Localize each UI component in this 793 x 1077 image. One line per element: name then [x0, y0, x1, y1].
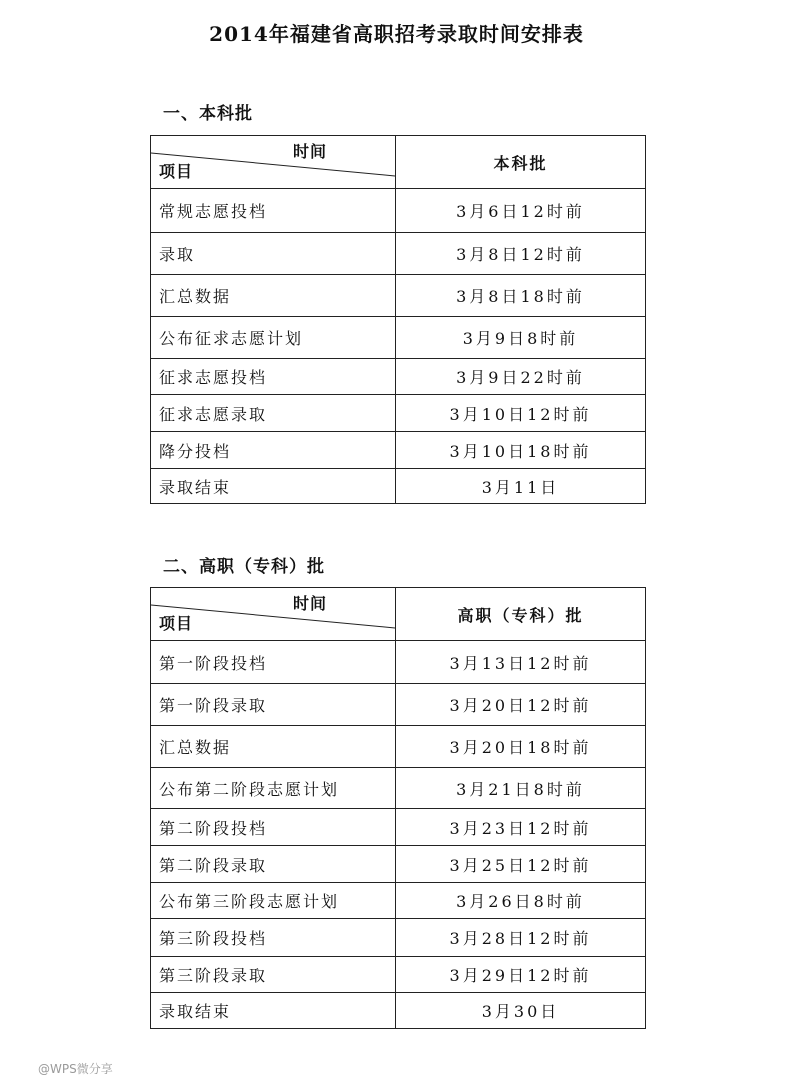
table-row	[151, 275, 646, 317]
table-row	[151, 641, 646, 684]
time-cell: 3月11日	[396, 469, 646, 504]
table-header-row	[151, 136, 646, 189]
item-cell: 征求志愿投档	[151, 359, 396, 395]
time-cell: 3月30日	[396, 993, 646, 1029]
vocational-schedule-table	[150, 587, 646, 1029]
item-cell: 录取结束	[151, 469, 396, 504]
item-cell: 汇总数据	[151, 726, 396, 768]
table-row	[151, 395, 646, 432]
time-cell: 3月23日12时前	[396, 809, 646, 846]
table-header-row	[151, 588, 646, 641]
item-cell: 录取	[151, 233, 396, 275]
time-cell: 3月9日8时前	[396, 317, 646, 359]
undergraduate-schedule-table	[150, 135, 646, 504]
item-cell: 公布第二阶段志愿计划	[151, 768, 396, 809]
table-row	[151, 768, 646, 809]
wps-watermark: @WPS微分享	[38, 1062, 113, 1076]
table-row	[151, 189, 646, 233]
corner-time-label: 时间	[293, 594, 328, 613]
item-cell: 降分投档	[151, 432, 396, 469]
table-row	[151, 957, 646, 993]
item-cell: 第三阶段录取	[151, 957, 396, 993]
table-row	[151, 432, 646, 469]
item-cell: 公布征求志愿计划	[151, 317, 396, 359]
corner-time-label: 时间	[293, 142, 328, 161]
time-cell: 3月10日12时前	[396, 395, 646, 432]
item-cell: 第一阶段投档	[151, 641, 396, 684]
time-cell: 3月28日12时前	[396, 919, 646, 957]
column-header-undergraduate: 本科批	[396, 136, 646, 189]
table-row	[151, 883, 646, 919]
time-cell: 3月20日12时前	[396, 684, 646, 726]
table-row	[151, 809, 646, 846]
corner-header-cell	[151, 588, 396, 641]
time-cell: 3月9日22时前	[396, 359, 646, 395]
section-heading-vocational: 二、高职（专科）批	[163, 557, 325, 577]
table-row	[151, 846, 646, 883]
time-cell: 3月20日18时前	[396, 726, 646, 768]
corner-item-label: 项目	[159, 614, 194, 633]
time-cell: 3月6日12时前	[396, 189, 646, 233]
item-cell: 第二阶段投档	[151, 809, 396, 846]
page-title: 2014年福建省高职招考录取时间安排表	[209, 22, 584, 46]
column-header-vocational: 高职（专科）批	[396, 588, 646, 641]
item-cell: 汇总数据	[151, 275, 396, 317]
time-cell: 3月8日18时前	[396, 275, 646, 317]
time-cell: 3月25日12时前	[396, 846, 646, 883]
item-cell: 录取结束	[151, 993, 396, 1029]
table-row	[151, 993, 646, 1029]
corner-item-label: 项目	[159, 162, 194, 181]
corner-header-cell	[151, 136, 396, 189]
table-row	[151, 233, 646, 275]
time-cell: 3月26日8时前	[396, 883, 646, 919]
table-row	[151, 726, 646, 768]
table-row	[151, 919, 646, 957]
time-cell: 3月29日12时前	[396, 957, 646, 993]
table-row	[151, 684, 646, 726]
time-cell: 3月10日18时前	[396, 432, 646, 469]
time-cell: 3月13日12时前	[396, 641, 646, 684]
table-row	[151, 317, 646, 359]
item-cell: 征求志愿录取	[151, 395, 396, 432]
time-cell: 3月21日8时前	[396, 768, 646, 809]
time-cell: 3月8日12时前	[396, 233, 646, 275]
item-cell: 常规志愿投档	[151, 189, 396, 233]
item-cell: 公布第三阶段志愿计划	[151, 883, 396, 919]
table-row	[151, 359, 646, 395]
section-heading-undergraduate: 一、本科批	[163, 104, 253, 124]
item-cell: 第三阶段投档	[151, 919, 396, 957]
item-cell: 第二阶段录取	[151, 846, 396, 883]
table-row	[151, 469, 646, 504]
item-cell: 第一阶段录取	[151, 684, 396, 726]
